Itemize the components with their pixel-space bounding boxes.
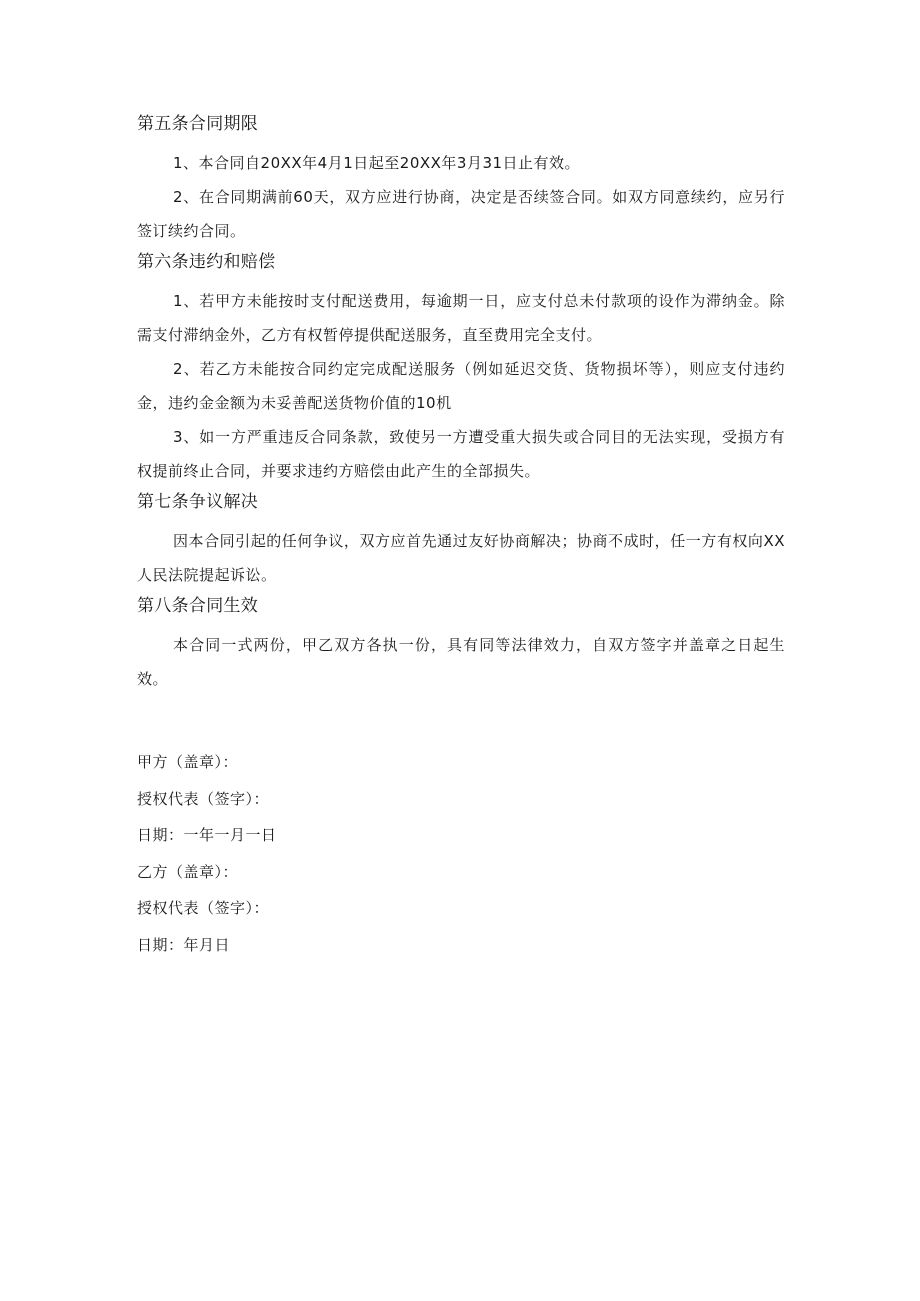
article8-clause-1: 本合同一式两份，甲乙双方各执一份，具有同等法律效力，自双方签字并盖章之日起生效。 bbox=[137, 636, 785, 688]
signature-block bbox=[137, 744, 785, 963]
article7-clause-1: 因本合同引起的任何争议，双方应首先通过友好协商解决；协商不成时，任一方有权向XX人民法院提起诉讼。 bbox=[137, 532, 785, 584]
party-b-representative-line: 授权代表（签字）： bbox=[137, 899, 270, 917]
contract-body bbox=[137, 112, 785, 963]
party-a-representative-line: 授权代表（签字）： bbox=[137, 789, 270, 808]
party-b-seal-line: 乙方（盖章）： bbox=[137, 862, 239, 881]
article6-clause-3: 3、如一方严重违反合同条款，致使另一方遭受重大损失或合同目的无法实现，受损方有权提前终止合同，并要求违约方赔偿由此产生的全部损失。 bbox=[137, 428, 785, 480]
article6-heading: 第六条违约和赔偿 bbox=[137, 252, 276, 272]
article6-clause-1: 1、若甲方未能按时支付配送费用，每逾期一日，应支付总未付款项的设作为滞纳金。除需支付滞纳金外，乙方有权暂停提供配送服务，直至费用完全支付。 bbox=[137, 292, 785, 344]
party-b-date-line: 日期：年月日 bbox=[137, 935, 231, 954]
article5-clause-2: 2、在合同期满前60天，双方应进行协商，决定是否续签合同。如双方同意续约，应另行签订续约合同。 bbox=[137, 188, 785, 240]
party-a-seal-line: 甲方（盖章）： bbox=[137, 753, 239, 771]
article5-heading: 第五条合同期限 bbox=[137, 114, 259, 134]
article5-clause-1: 1、本合同自20XX年4月1日起至20XX年3月31日止有效。 bbox=[173, 154, 581, 172]
article7-heading: 第七条争议解决 bbox=[137, 492, 259, 512]
article6-clause-2: 2、若乙方未能按合同约定完成配送服务（例如延迟交货、货物损坏等），则应支付违约金，违约金金额为未妥善配送货物价值的10机 bbox=[137, 360, 785, 412]
article8-heading: 第八条合同生效 bbox=[137, 596, 259, 616]
party-a-date-line: 日期：一年一月一日 bbox=[137, 826, 277, 844]
